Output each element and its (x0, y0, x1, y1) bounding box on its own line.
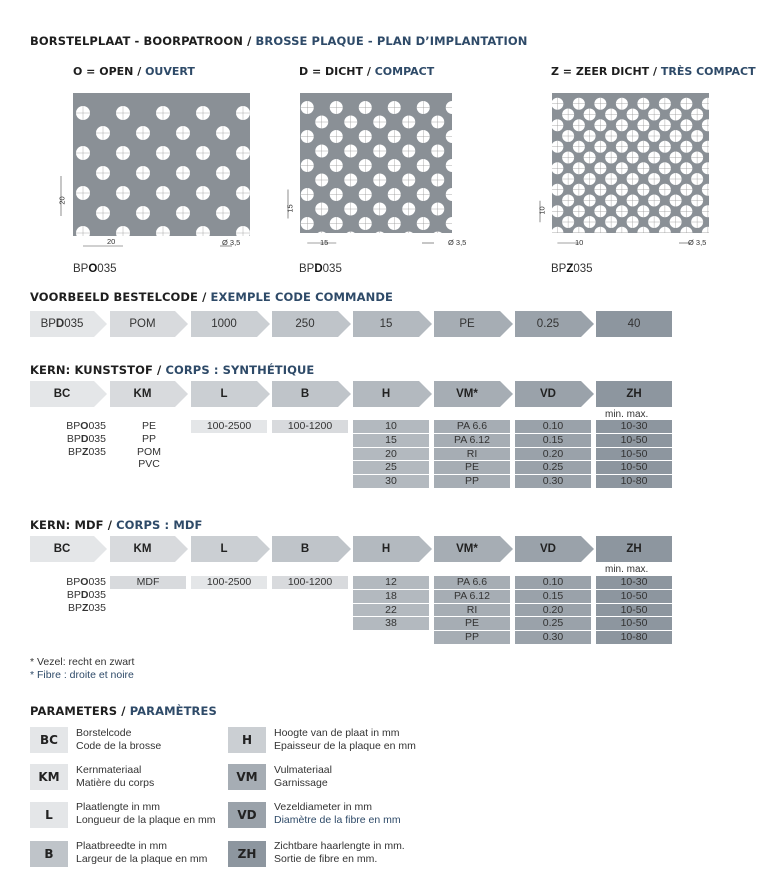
kunststof-l-col: 100-2500 (191, 420, 267, 434)
table-cell: PA 6.6 (434, 420, 510, 434)
table-cell: BPO035 (66, 420, 106, 432)
table-cell: 25 (353, 461, 429, 475)
header-bc: BC (30, 381, 94, 407)
hole (723, 227, 730, 239)
table-cell: 10-50 (596, 617, 672, 631)
param-desc-b: Plaatbreedte in mm Largeur de la plaque en mm (76, 840, 208, 865)
hole (648, 238, 660, 250)
kunststof-km-col (110, 420, 188, 471)
table-cell: PP (434, 475, 510, 489)
pitch-v-dense: 15 (285, 204, 295, 213)
hole (713, 130, 725, 142)
hole (605, 238, 617, 250)
param-key-vd: VD (228, 802, 266, 828)
mdf-b-col: 100-1200 (272, 576, 348, 590)
table-cell: 18 (353, 590, 429, 604)
example-zh: 40 (596, 311, 672, 337)
example-b: 250 (272, 311, 338, 337)
hole (723, 205, 730, 217)
hole (460, 174, 473, 187)
title-fr: BROSSE PLAQUE - PLAN D’IMPLANTATION (255, 34, 528, 48)
hole (713, 216, 725, 228)
pitch-v-open: 20 (57, 196, 67, 205)
hole (431, 232, 444, 245)
table-cell: 0.20 (515, 448, 591, 462)
mdf-header-km: KM (110, 536, 175, 562)
table-cell: BPO035 (66, 576, 106, 588)
hole (584, 238, 596, 250)
hole (659, 248, 671, 256)
example-bc: BPD035 (30, 311, 94, 337)
table-cell: 0.30 (515, 475, 591, 489)
hole (573, 248, 585, 256)
example-title: VOORBEELD BESTELCODE / EXEMPLE CODE COMMANDE (30, 290, 393, 304)
table-cell: PP (434, 631, 510, 645)
pattern-open-title: O = OPEN / OUVERT (73, 65, 195, 78)
table-cell: RI (434, 604, 510, 618)
hole (402, 232, 415, 245)
hole (136, 246, 150, 256)
table-cell: 10-30 (596, 420, 672, 434)
table-cell: 0.15 (515, 434, 591, 448)
table-cell: 0.10 (515, 576, 591, 590)
minmax-label: min. max. (605, 409, 649, 420)
hole (96, 246, 110, 256)
param-desc-vd: Vezeldiameter in mm Diamètre de la fibre en mm (274, 801, 401, 826)
example-vd: 0.25 (515, 311, 581, 337)
table-cell: 10-50 (596, 434, 672, 448)
table-cell: 30 (353, 475, 429, 489)
hole (417, 246, 430, 256)
plate-very-dense-diagram (520, 88, 730, 256)
code-open: BPO035 (73, 263, 117, 275)
param-key-l: L (30, 802, 68, 828)
table-cell: PA 6.12 (434, 590, 510, 604)
mdf-header-h: H (353, 536, 419, 562)
mdf-l-col: 100-2500 (191, 576, 267, 590)
param-desc-l: Plaatlengte in mm Longueur de la plaque en mm (76, 801, 216, 826)
table-cell: 0.25 (515, 461, 591, 475)
table-cell: 0.20 (515, 604, 591, 618)
kunststof-h-col (353, 420, 429, 489)
table-cell: 10-50 (596, 461, 672, 475)
hole (446, 246, 459, 256)
hole (637, 248, 649, 256)
hole (713, 195, 725, 207)
diam-very-dense: Ø 3,5 (688, 238, 707, 247)
param-desc-bc: Borstelcode Code de la brosse (76, 727, 162, 752)
hole (176, 246, 190, 256)
table-cell: 10-30 (596, 576, 672, 590)
header-vd: VD (515, 381, 581, 407)
hole (330, 246, 343, 256)
pattern-very-dense-title: Z = ZEER DICHT / TRÈS COMPACT (551, 65, 756, 78)
note-fr: * Fibre : droite et noire (30, 669, 134, 681)
pitch-h-dense: 15 (320, 238, 329, 247)
mdf-vd-col (515, 576, 591, 645)
table-cell: RI (434, 448, 510, 462)
hole (388, 246, 401, 256)
page-title: BORSTELPLAAT - BOORPATROON / BROSSE PLAQUE - PLAN D’IMPLANTATION (30, 34, 528, 48)
example-l: 1000 (191, 311, 257, 337)
hole (562, 238, 574, 250)
table-cell: BPZ035 (68, 445, 106, 458)
mdf-bc-col (30, 576, 106, 614)
header-b: B (272, 381, 338, 407)
param-desc-km: Kernmateriaal Matière du corps (76, 764, 155, 789)
kunststof-zh-col (596, 420, 672, 489)
hole (680, 248, 692, 256)
kunststof-vd-col (515, 420, 591, 489)
hole (713, 109, 725, 121)
param-desc-vm: Vulmateriaal Garnissage (274, 764, 332, 789)
hole (702, 248, 714, 256)
hole (723, 248, 730, 256)
table-cell: PA 6.12 (434, 434, 510, 448)
code-very-dense: BPZ035 (551, 263, 593, 275)
mdf-header-vm: VM* (434, 536, 500, 562)
plate-dense-diagram (270, 88, 480, 256)
hole (627, 238, 639, 250)
hole (723, 162, 730, 174)
hole (713, 238, 725, 250)
param-key-zh: ZH (228, 841, 266, 867)
table-cell: BPD035 (66, 432, 106, 445)
header-km: KM (110, 381, 175, 407)
table-cell: 10-80 (596, 631, 672, 645)
mdf-header-b: B (272, 536, 338, 562)
table-cell: 22 (353, 604, 429, 618)
param-desc-zh: Zichtbare haarlengte in mm. Sortie de fibre en mm. (274, 840, 405, 865)
hole (301, 246, 314, 256)
header-h: H (353, 381, 419, 407)
hole (344, 232, 357, 245)
param-key-vm: VM (228, 764, 266, 790)
mdf-title: KERN: MDF / CORPS : MDF (30, 518, 203, 532)
table-cell: 0.30 (515, 631, 591, 645)
param-key-h: H (228, 727, 266, 753)
example-h: 15 (353, 311, 419, 337)
mdf-minmax-label: min. max. (605, 564, 649, 575)
table-cell: 0.25 (515, 617, 591, 631)
hole (723, 119, 730, 131)
header-vm: VM* (434, 381, 500, 407)
table-cell: PE (434, 461, 510, 475)
pattern-dense-title: D = DICHT / COMPACT (299, 65, 435, 78)
kunststof-vm-col (434, 420, 510, 489)
table-cell: 15 (353, 434, 429, 448)
title-nl: BORSTELPLAAT - BOORPATROON (30, 34, 244, 48)
table-cell: PVC (138, 458, 160, 471)
hole (359, 246, 372, 256)
kunststof-b-col: 100-1200 (272, 420, 348, 434)
hole (670, 238, 682, 250)
hole (216, 246, 230, 256)
table-cell: BPZ035 (68, 601, 106, 614)
example-km: POM (110, 311, 175, 337)
table-cell: PE (141, 420, 156, 432)
pitch-v-very-dense: 10 (537, 206, 547, 215)
hole (723, 141, 730, 153)
mdf-km-col (110, 576, 186, 590)
example-vm: PE (434, 311, 500, 337)
pitch-h-open: 20 (107, 237, 116, 246)
hole (713, 152, 725, 164)
param-desc-h: Hoogte van de plaat in mm Epaisseur de la plaque en mm (274, 727, 416, 752)
table-cell: 12 (353, 576, 429, 590)
hole (460, 116, 473, 129)
param-key-km: KM (30, 764, 68, 790)
table-cell: PA 6.6 (434, 576, 510, 590)
table-cell: BPD035 (66, 588, 106, 601)
parameters-title: PARAMETERS / PARAMÈTRES (30, 704, 217, 718)
hole (373, 232, 386, 245)
table-cell: 10-50 (596, 590, 672, 604)
plate-open-diagram (40, 88, 250, 256)
mdf-header-zh: ZH (596, 536, 672, 562)
hole (551, 248, 563, 256)
hole (723, 184, 730, 196)
table-cell: 38 (353, 617, 429, 631)
table-cell: 20 (353, 448, 429, 462)
table-cell: 10 (353, 420, 429, 434)
kunststof-title: KERN: KUNSTSTOF / CORPS : SYNTHÉTIQUE (30, 363, 315, 377)
hole (460, 145, 473, 158)
table-cell: PE (434, 617, 510, 631)
code-dense: BPD035 (299, 263, 342, 275)
hole (713, 173, 725, 185)
table-cell: POM (137, 445, 161, 458)
hole (616, 248, 628, 256)
param-key-bc: BC (30, 727, 68, 753)
table-cell: 10-50 (596, 604, 672, 618)
mdf-header-vd: VD (515, 536, 581, 562)
mdf-h-col (353, 576, 429, 631)
header-zh: ZH (596, 381, 672, 407)
param-key-b: B (30, 841, 68, 867)
kunststof-bc-col (30, 420, 106, 458)
note-nl: * Vezel: recht en zwart (30, 656, 135, 668)
mdf-header-l: L (191, 536, 257, 562)
table-cell: 10-50 (596, 448, 672, 462)
hole (460, 203, 473, 216)
table-cell: PP (141, 432, 156, 445)
hole (723, 98, 730, 110)
mdf-zh-col (596, 576, 672, 645)
hole (594, 248, 606, 256)
diam-dense: Ø 3,5 (448, 238, 467, 247)
diam-open: Ø 3,5 (222, 238, 241, 247)
pitch-h-very-dense: 10 (575, 238, 584, 247)
table-cell: 0.15 (515, 590, 591, 604)
header-l: L (191, 381, 257, 407)
table-cell: 0.10 (515, 420, 591, 434)
mdf-vm-col (434, 576, 510, 645)
table-cell: 10-80 (596, 475, 672, 489)
table-cell: MDF (110, 576, 186, 590)
mdf-header-bc: BC (30, 536, 94, 562)
